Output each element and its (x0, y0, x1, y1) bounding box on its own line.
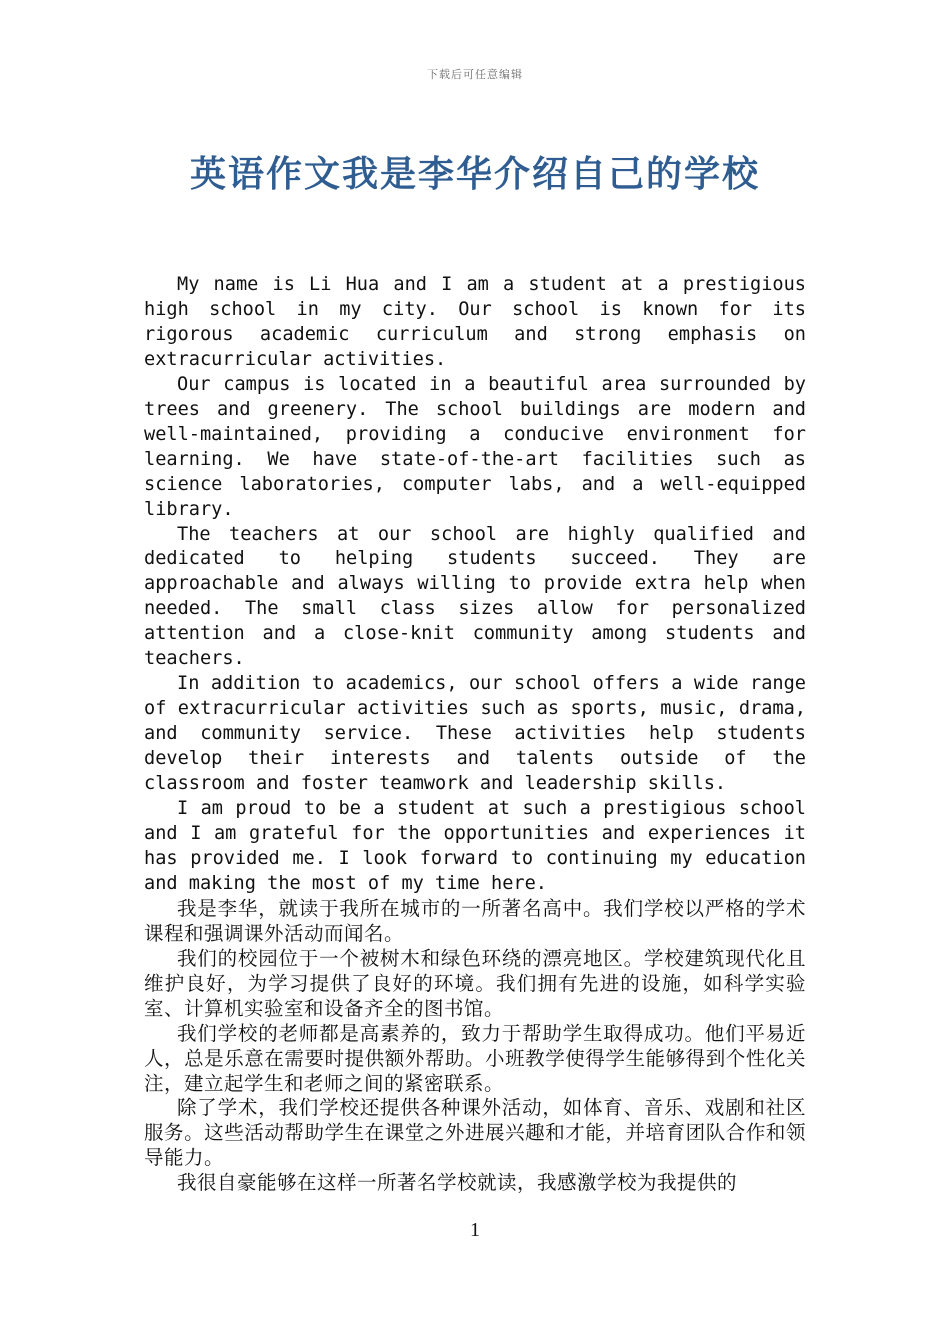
paragraph-zh-3: 我们学校的老师都是高素养的，致力于帮助学生取得成功。他们平易近人，总是乐意在需要时提供额外帮助。小班教学使得学生能够得到个性化关注，建立起学生和老师之间的紧密联系。 (144, 1021, 806, 1095)
paragraph-zh-1: 我是李华，就读于我所在城市的一所著名高中。我们学校以严格的学术课程和强调课外活动而闻名。 (144, 896, 806, 945)
paragraph-zh-2: 我们的校园位于一个被树木和绿色环绕的漂亮地区。学校建筑现代化且维护良好，为学习提供了良好的环境。我们拥有先进的设施，如科学实验室、计算机实验室和设备齐全的图书馆。 (144, 946, 806, 1020)
document-body (144, 273, 806, 1196)
document-title: 英语作文我是李华介绍自己的学校 (189, 153, 760, 195)
paragraph-zh-4: 除了学术，我们学校还提供各种课外活动，如体育、音乐、戏剧和社区服务。这些活动帮助学生在课堂之外进展兴趣和才能，并培育团队合作和领导能力。 (144, 1096, 806, 1170)
paragraph-en-5: I am proud to be a student at such a prestigious school and I am grateful for the opportunities and experiences it has provided me. I look forward to continuing my education and making the most of my time here. (144, 798, 806, 894)
paragraph-zh-5: 我很自豪能够在这样一所著名学校就读，我感激学校为我提供的 (177, 1171, 738, 1195)
header-note: 下载后可任意编辑 (427, 68, 523, 81)
paragraph-en-2: Our campus is located in a beautiful area surrounded by trees and greenery. The school buildings are modern and well-maintained, providing a conducive environment for learning. We have state-of-the-art facilities such as science laboratories, computer labs, and a well-equipped library. (144, 373, 806, 520)
paragraph-en-4: In addition to academics, our school offers a wide range of extracurricular activities such as sports, music, drama, and community service. These activities help students develop their interests and talents outside of the classroom and foster teamwork and leadership skills. (144, 673, 806, 795)
paragraph-en-1: My name is Li Hua and I am a student at a prestigious high school in my city. Our school is known for its rigorous academic curriculum and strong emphasis on extracurricular activities. (144, 274, 806, 370)
page-number: 1 (470, 1219, 480, 1241)
paragraph-en-3: The teachers at our school are highly qualified and dedicated to helping students succeed. They are approachable and always willing to provide extra help when needed. The small class sizes allow for personalized attention and a close-knit community among students and teachers. (144, 523, 806, 670)
